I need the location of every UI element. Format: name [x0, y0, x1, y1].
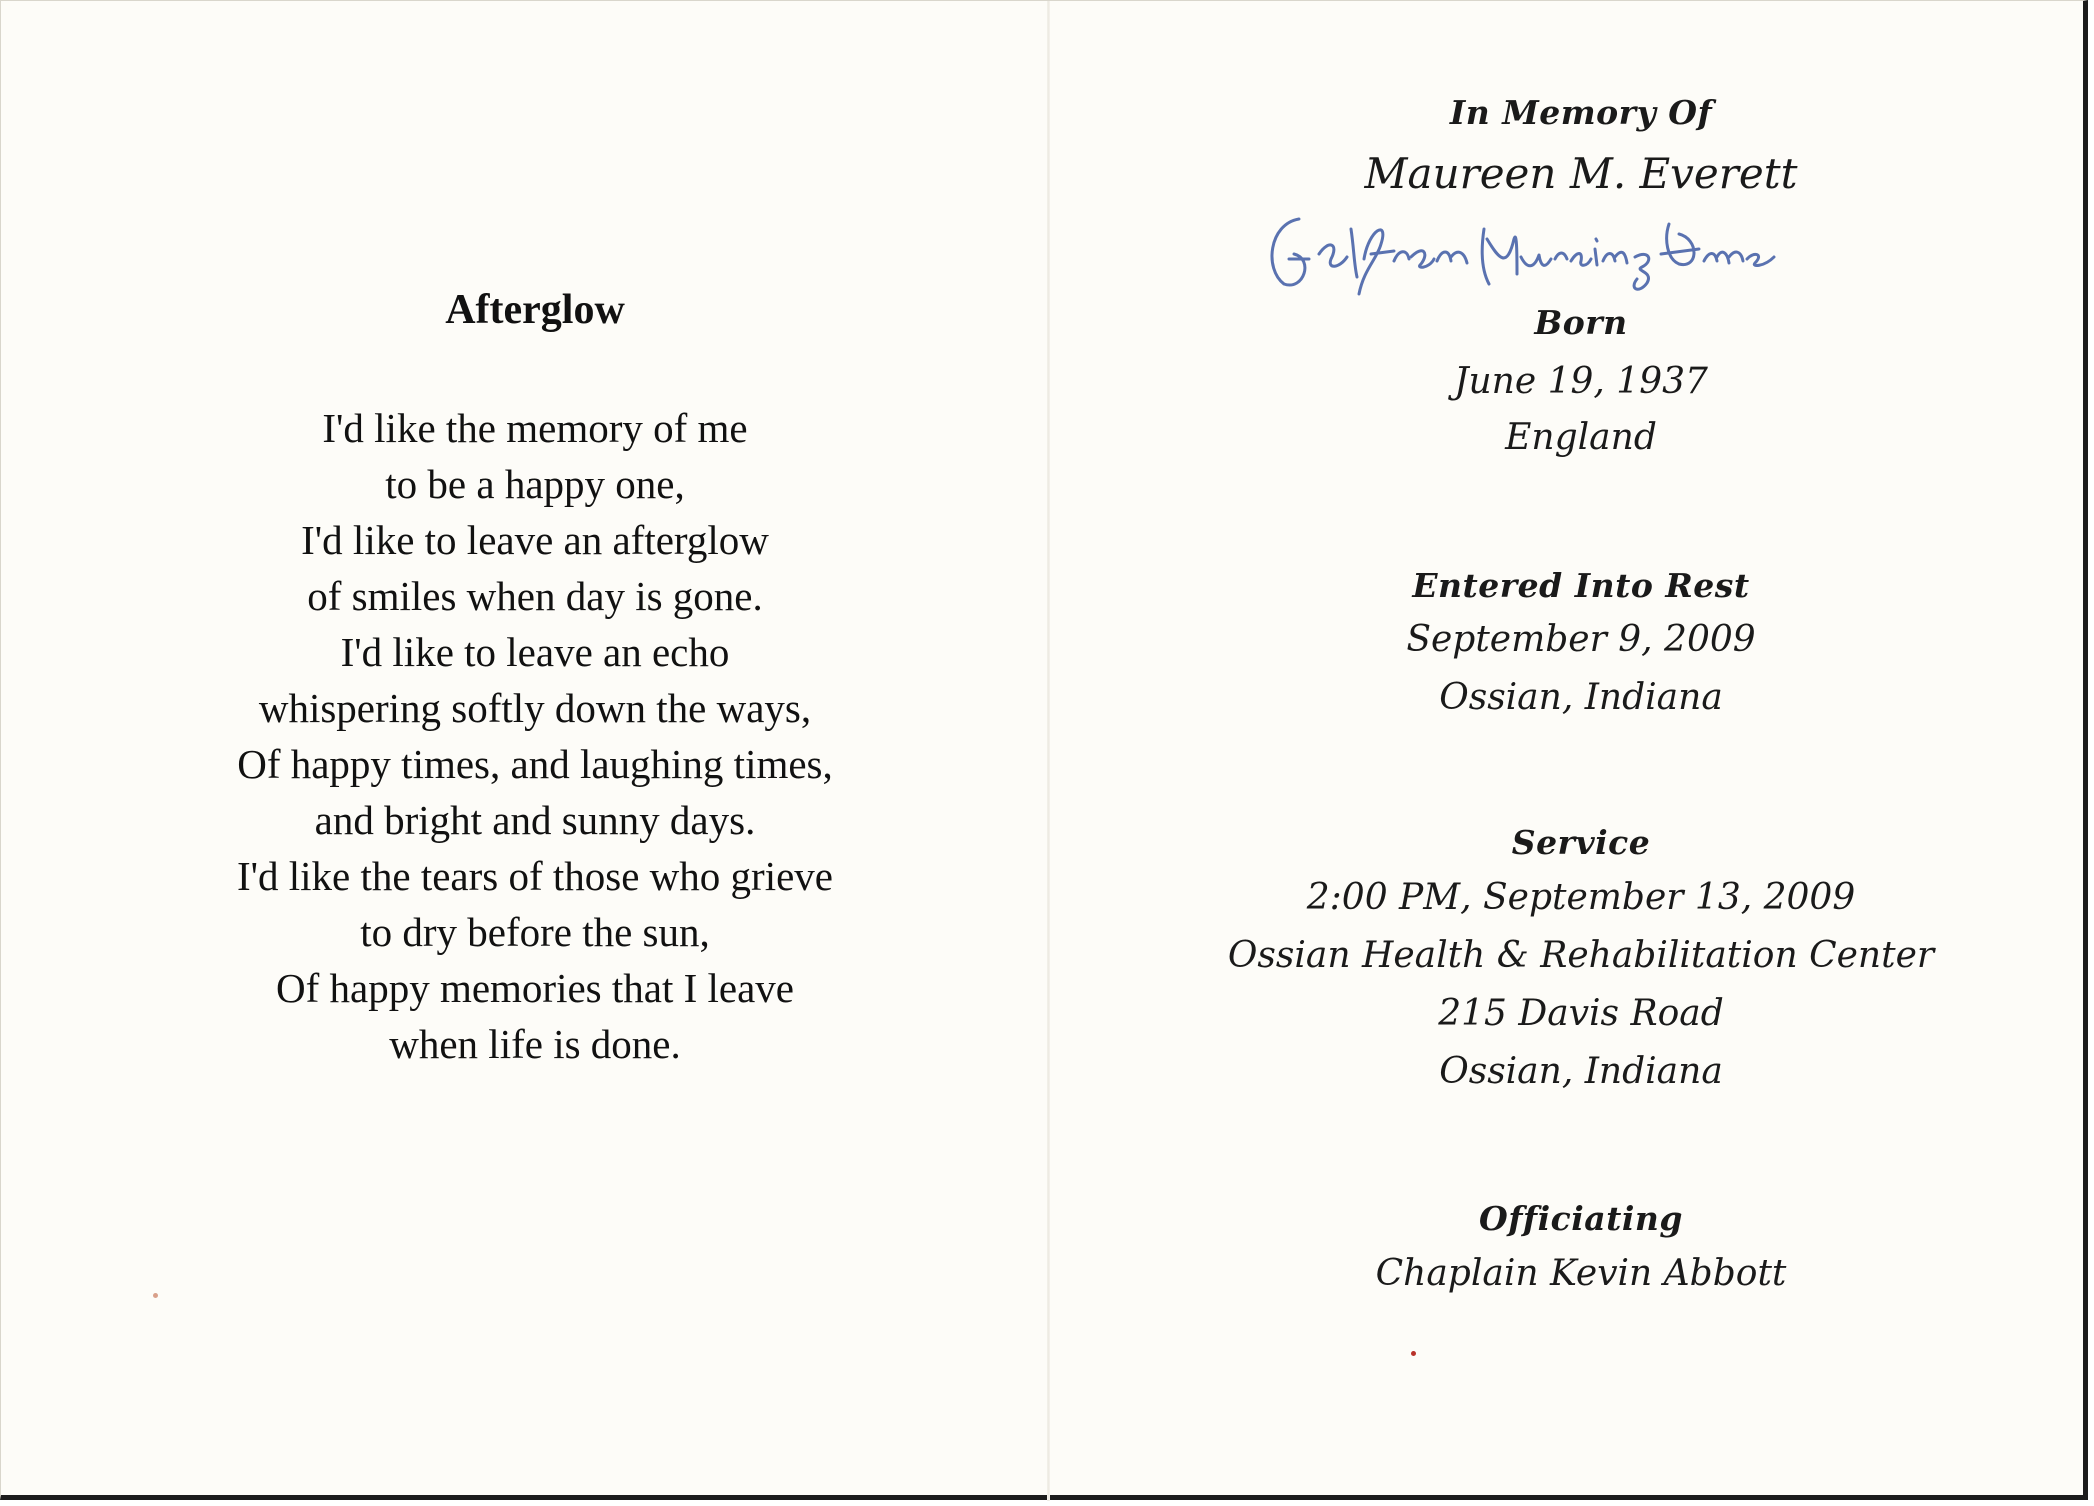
rest-heading: Entered Into Rest: [1412, 566, 1750, 605]
deceased-name: Maureen M. Everett: [1364, 149, 1798, 198]
service-city: Ossian, Indiana: [1439, 1051, 1723, 1092]
poem-line: of smiles when day is gone.: [307, 573, 763, 619]
poem-line: Of happy times, and laughing times,: [237, 741, 833, 787]
poem-line: I'd like the tears of those who grieve: [236, 853, 833, 899]
rest-date: September 9, 2009: [1406, 619, 1756, 660]
poem-line: when life is done.: [389, 1021, 681, 1067]
paper-speck: [1411, 1351, 1416, 1356]
born-place: England: [1505, 417, 1657, 458]
poem-line: to dry before the sun,: [360, 909, 710, 955]
poem-line: I'd like to leave an afterglow: [301, 517, 769, 563]
rest-place: Ossian, Indiana: [1439, 677, 1723, 718]
officiant-name: Chaplain Kevin Abbott: [1375, 1253, 1787, 1294]
poem-line: Of happy memories that I leave: [275, 965, 794, 1011]
paper-speck: [153, 1293, 158, 1298]
poem-line: whispering softly down the ways,: [258, 685, 812, 731]
service-heading: Service: [1511, 823, 1651, 862]
service-time: 2:00 PM, September 13, 2009: [1306, 877, 1856, 918]
born-date: June 19, 1937: [1454, 361, 1708, 402]
in-memory-heading: In Memory Of: [1449, 93, 1713, 132]
born-heading: Born: [1534, 303, 1628, 342]
service-address: 215 Davis Road: [1438, 993, 1724, 1034]
poem-title: Afterglow: [445, 287, 625, 333]
poem-line: to be a happy one,: [385, 461, 685, 507]
poem-line: I'd like to leave an echo: [340, 629, 730, 675]
poem-body: [1, 400, 1069, 1072]
poem-panel: [1, 1, 1047, 1501]
service-venue: Ossian Health & Rehabilitation Center: [1227, 935, 1935, 976]
poem-line: I'd like the memory of me: [322, 405, 748, 451]
officiating-heading: Officiating: [1478, 1199, 1684, 1238]
handwritten-note: [1259, 199, 1779, 299]
poem-line: and bright and sunny days.: [314, 797, 756, 843]
